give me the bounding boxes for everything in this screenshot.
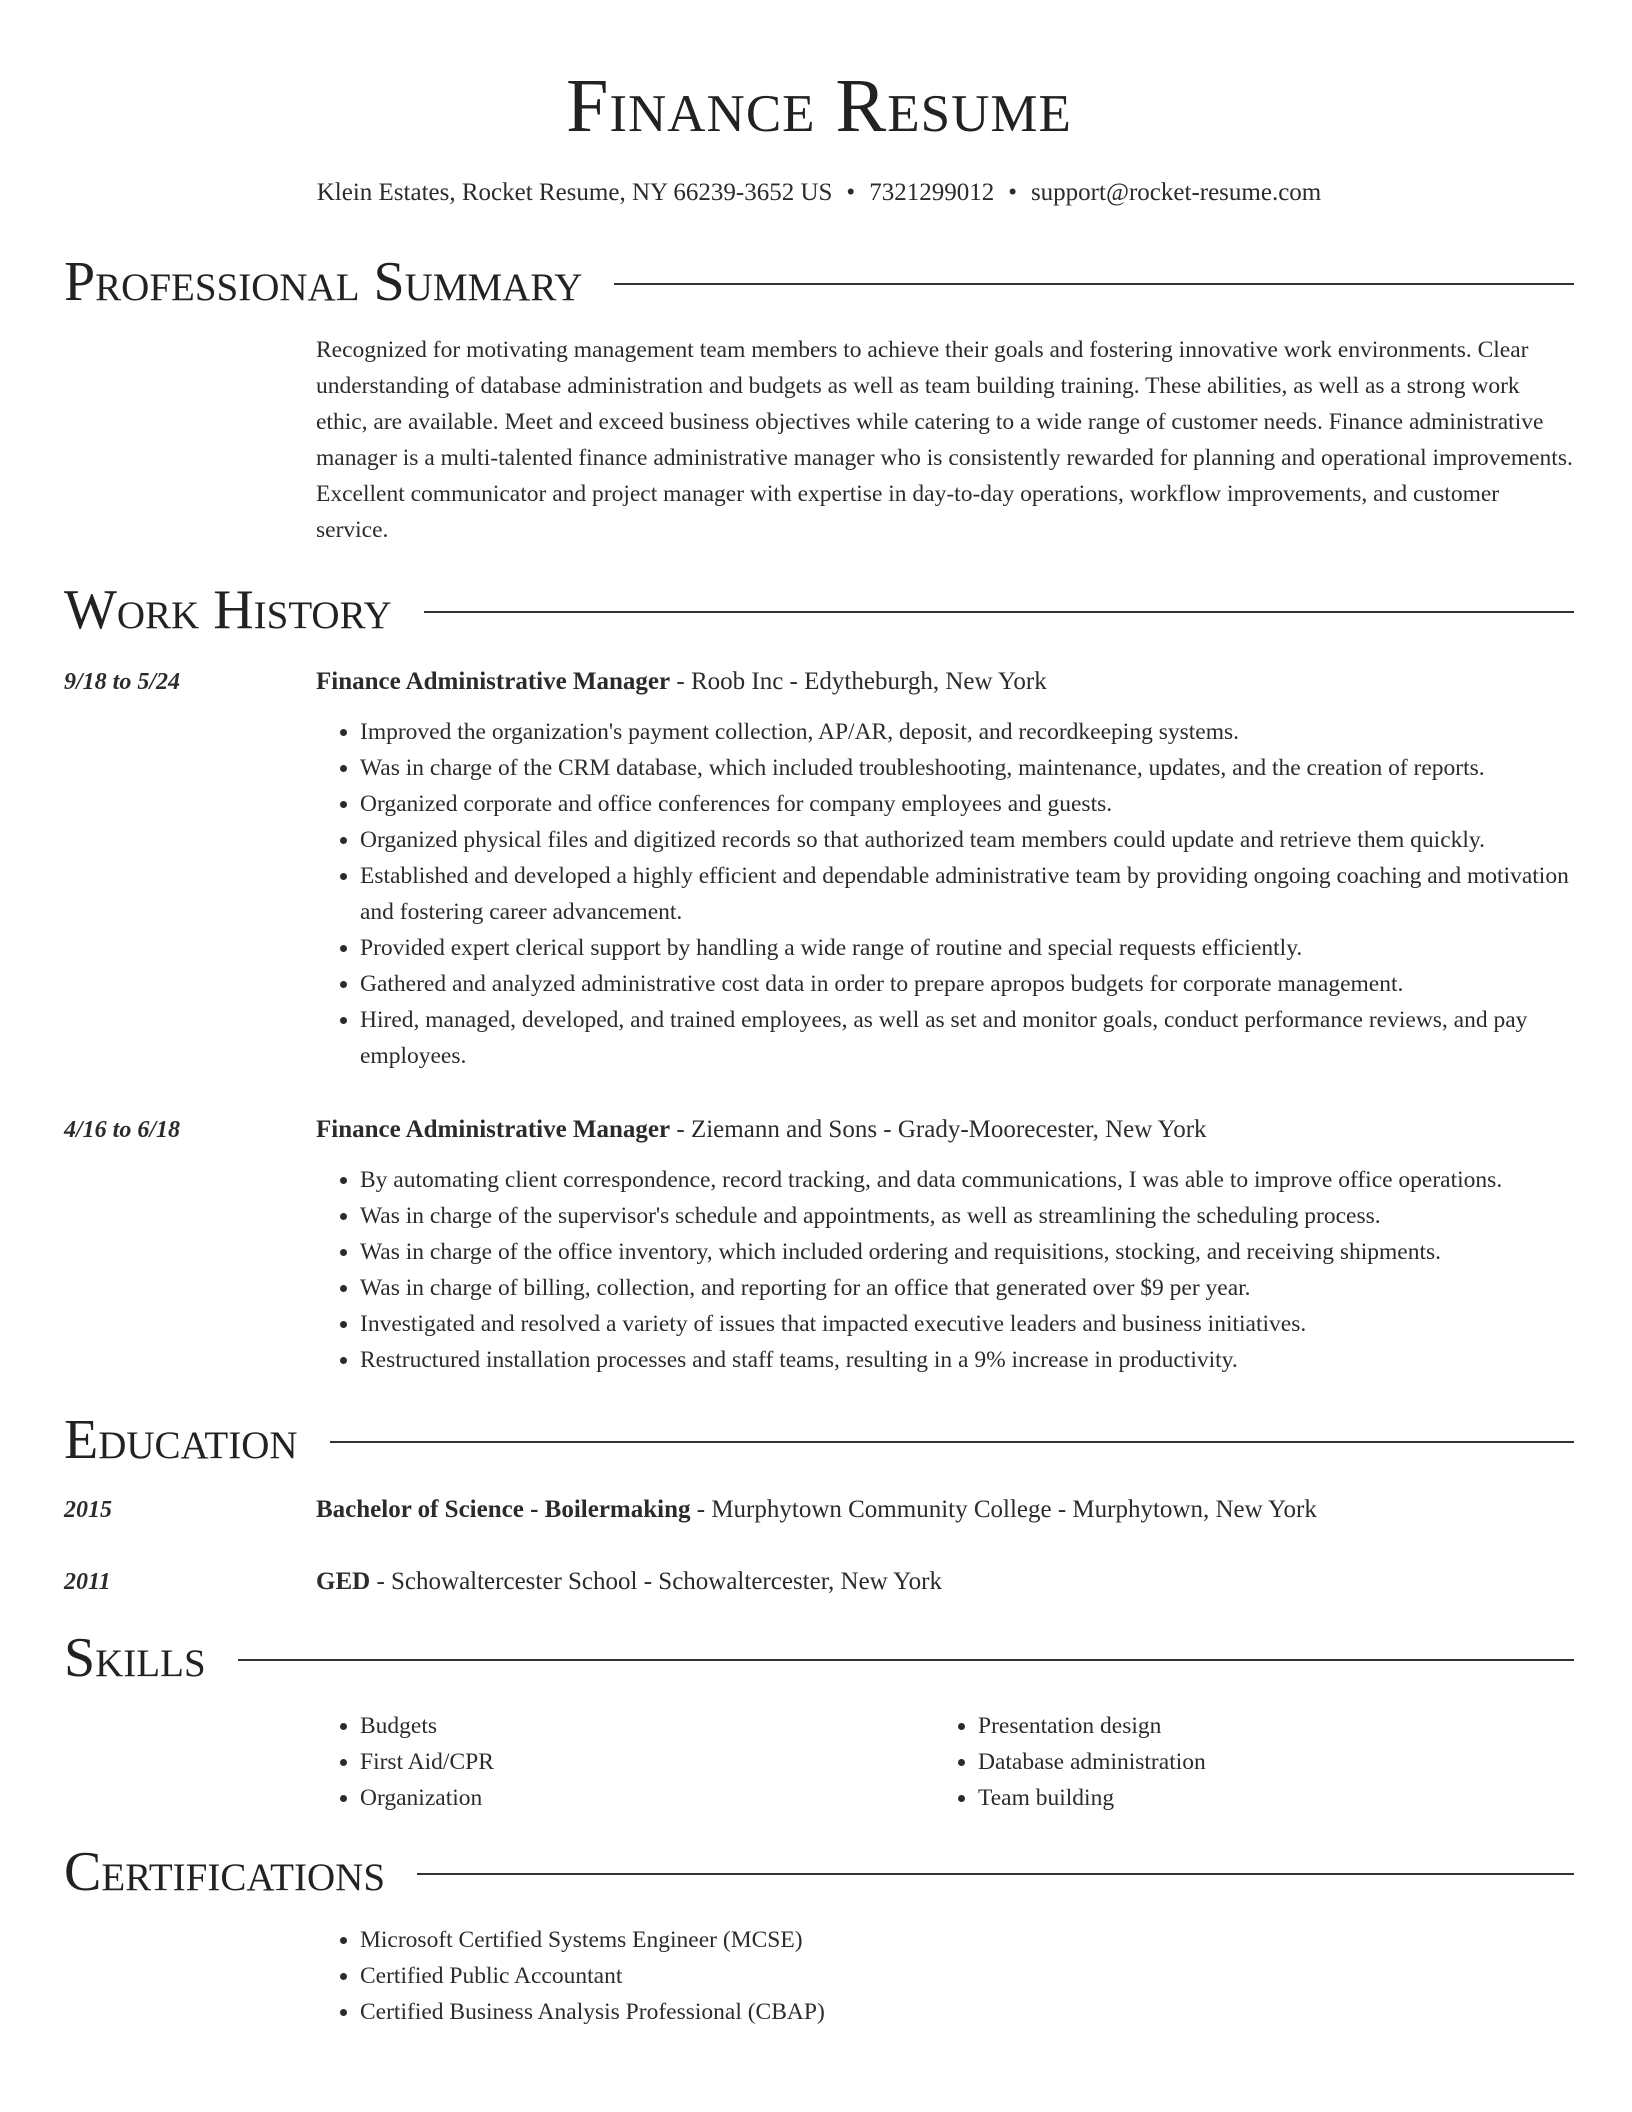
list-item: • Was in charge of billing, collection, and reporting for an office that generated over $9 per year.: [360, 1270, 1574, 1306]
skills-grid: [316, 1708, 1574, 1816]
section-header-education: [64, 1408, 1574, 1472]
list-item: • Was in charge of the CRM database, which included troubleshooting, maintenance, updates, and the creation of reports.: [360, 750, 1574, 786]
job-date: 4/16 to 6/18: [64, 1117, 181, 1143]
section-divider: [417, 1873, 1574, 1875]
list-item: • Hired, managed, developed, and trained employees, as well as set and monitor goals, conduct performance reviews, and pay employees.: [360, 1002, 1574, 1074]
contact-email: support@rocket-resume.com: [1030, 179, 1322, 206]
list-item: • Certified Business Analysis Professional (CBAP): [360, 1994, 1574, 2030]
education-year: 2015: [64, 1497, 112, 1523]
contact-separator: •: [846, 179, 856, 206]
list-item: • Organized corporate and office conferences for company employees and guests.: [360, 786, 1574, 822]
list-item: • Team building: [978, 1780, 1574, 1816]
section-divider: [330, 1441, 1574, 1443]
section-title-certifications: Certifications: [64, 1841, 386, 1903]
education-body: [316, 1564, 1574, 1600]
list-item: • Organization: [360, 1780, 934, 1816]
section-header-work: [64, 578, 1574, 642]
section-title-education: Education: [64, 1409, 298, 1471]
education-degree: Bachelor of Science - Boilermaking: [316, 1496, 691, 1523]
list-item: • Established and developed a highly efficient and dependable administrative team by providing ongoing coaching and motivation and fostering career advancement.: [360, 858, 1574, 930]
list-item: • First Aid/CPR: [360, 1744, 934, 1780]
education-headline: [316, 1492, 1574, 1528]
job-title: Finance Administrative Manager: [316, 668, 671, 695]
education-year: 2011: [64, 1569, 111, 1595]
certifications-list: [316, 1922, 1574, 2030]
contact-address: Klein Estates, Rocket Resume, NY 66239-3652 US: [316, 179, 833, 206]
job-body: [316, 664, 1574, 1074]
job-bullets: [316, 1162, 1574, 1378]
section-divider: [614, 283, 1574, 285]
education-headline: [316, 1564, 1574, 1600]
list-item: • Was in charge of the office inventory, which included ordering and requisitions, stocking, and receiving shipments.: [360, 1234, 1574, 1270]
list-item: • Investigated and resolved a variety of issues that impacted executive leaders and business initiatives.: [360, 1306, 1574, 1342]
job-bullets: [316, 714, 1574, 1074]
section-title-skills: Skills: [64, 1627, 206, 1689]
list-item: • Microsoft Certified Systems Engineer (MCSE): [360, 1922, 1574, 1958]
section-title-work: Work History: [64, 579, 392, 641]
list-item: • Improved the organization's payment collection, AP/AR, deposit, and recordkeeping systems.: [360, 714, 1574, 750]
section-title-summary: Professional Summary: [64, 251, 583, 313]
section-header-skills: [64, 1626, 1574, 1690]
section-header-certifications: [64, 1840, 1574, 1904]
list-item: • Presentation design: [978, 1708, 1574, 1744]
job-entry: [64, 664, 1574, 1074]
contact-phone: 7321299012: [869, 179, 995, 206]
list-item: • By automating client correspondence, record tracking, and data communications, I was able to improve office operations.: [360, 1162, 1574, 1198]
skills-column-left: [316, 1708, 934, 1816]
contact-line: [64, 176, 1574, 210]
education-details: - Murphytown Community College - Murphytown, New York: [690, 1496, 1317, 1523]
job-title: Finance Administrative Manager: [316, 1116, 671, 1143]
education-degree: GED: [316, 1568, 371, 1595]
resume-page: [64, 0, 1574, 2030]
education-details: - Schowaltercester School - Schowaltercester, New York: [370, 1568, 942, 1595]
job-headline: [316, 664, 1574, 700]
education-entry: [64, 1492, 1574, 1528]
skills-column-right: [934, 1708, 1574, 1816]
job-date: 9/18 to 5/24: [64, 669, 181, 695]
list-item: • Provided expert clerical support by handling a wide range of routine and special requests efficiently.: [360, 930, 1574, 966]
education-body: [316, 1492, 1574, 1528]
list-item: • Restructured installation processes and staff teams, resulting in a 9% increase in productivity.: [360, 1342, 1574, 1378]
section-header-summary: [64, 250, 1574, 314]
list-item: • Certified Public Accountant: [360, 1958, 1574, 1994]
job-entry: [64, 1112, 1574, 1378]
list-item: • Database administration: [978, 1744, 1574, 1780]
job-headline: [316, 1112, 1574, 1148]
resume-title: Finance Resume: [566, 64, 1072, 148]
education-entry: [64, 1564, 1574, 1600]
contact-separator: •: [1008, 179, 1017, 206]
job-details: - Roob Inc - Edytheburgh, New York: [670, 668, 1047, 695]
list-item: • Organized physical files and digitized records so that authorized team members could update and retrieve them quickly.: [360, 822, 1574, 858]
job-details: - Ziemann and Sons - Grady-Moorecester, New York: [670, 1116, 1207, 1143]
list-item: • Gathered and analyzed administrative cost data in order to prepare apropos budgets for corporate management.: [360, 966, 1574, 1002]
job-body: [316, 1112, 1574, 1378]
summary-text: Recognized for motivating management team members to achieve their goals and fostering innovative work environments. Clear understanding of database administration and budgets as well as team building training. These abilities, as well as a strong work ethic, are available. Meet and exceed business objectives while catering to a wide range of customer needs. Finance administrative manager is a multi-talented finance administrative manager who is consistently rewarded for planning and operational improvements. Excellent communicator and project manager with expertise in day-to-day operations, workflow improvements, and customer service.: [316, 337, 1573, 543]
section-divider: [424, 611, 1574, 613]
certifications-bullets: [316, 1922, 1574, 2030]
list-item: • Was in charge of the supervisor's schedule and appointments, as well as streamlining the scheduling process.: [360, 1198, 1574, 1234]
list-item: • Budgets: [360, 1708, 934, 1744]
section-divider: [238, 1659, 1574, 1661]
